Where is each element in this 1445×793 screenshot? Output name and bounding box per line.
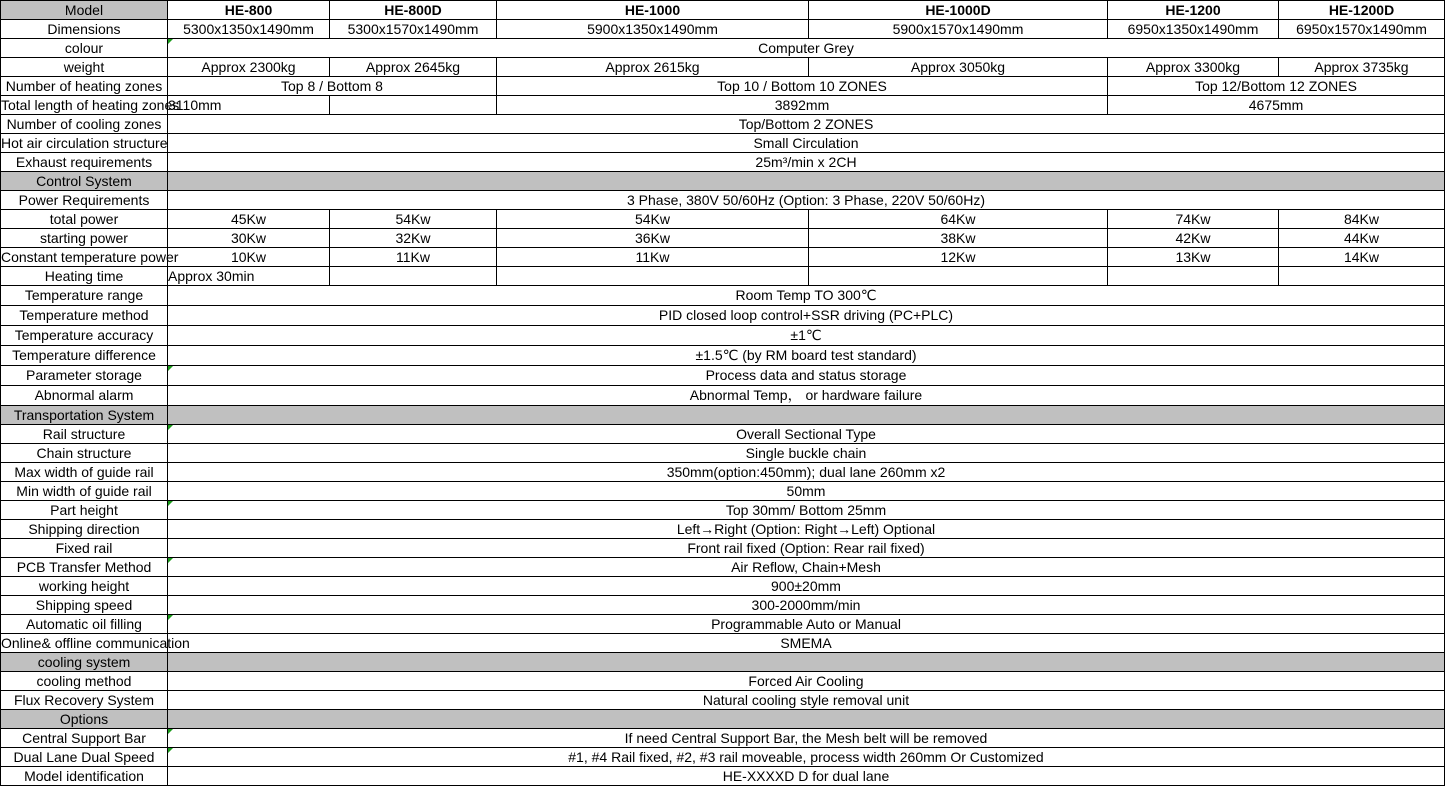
row-label: Power Requirements <box>1 191 168 210</box>
row-heating-time <box>1 267 1445 286</box>
row-min-width <box>1 482 1445 501</box>
cell-value: 14Kw <box>1279 248 1445 267</box>
cell-value: 300-2000mm/min <box>168 596 1445 615</box>
section-fill <box>168 406 1445 425</box>
cell-value: Approx 2645kg <box>330 58 497 77</box>
cell-value: If need Central Support Bar, the Mesh belt will be removed <box>168 729 1445 748</box>
cell-value: Abnormal Temp， or hardware failure <box>168 386 1445 406</box>
cell-empty <box>1279 267 1445 286</box>
row-label: colour <box>1 39 168 58</box>
section-transportation-system <box>1 406 1445 425</box>
cell-value: #1, #4 Rail fixed, #2, #3 rail moveable, process width 260mm Or Customized <box>168 748 1445 767</box>
row-label: Temperature accuracy <box>1 326 168 346</box>
cell-empty <box>497 267 809 286</box>
cell-value: Air Reflow, Chain+Mesh <box>168 558 1445 577</box>
cell-value: Top 8 / Bottom 8 <box>168 77 497 96</box>
cell-value: 54Kw <box>497 210 809 229</box>
cell-value: 10Kw <box>168 248 330 267</box>
cell-value: Top 30mm/ Bottom 25mm <box>168 501 1445 520</box>
row-label: Number of heating zones <box>1 77 168 96</box>
row-label: Exhaust requirements <box>1 153 168 172</box>
row-label: Max width of guide rail <box>1 463 168 482</box>
cell-value: Forced Air Cooling <box>168 672 1445 691</box>
section-fill <box>168 710 1445 729</box>
cell-value: Top 10 / Bottom 10 ZONES <box>497 77 1108 96</box>
cell-value: 13Kw <box>1108 248 1279 267</box>
model-header-he-1200: HE-1200 <box>1108 1 1279 20</box>
cell-value: SMEMA <box>168 634 1445 653</box>
cell-empty <box>330 96 497 115</box>
cell-value: Top/Bottom 2 ZONES <box>168 115 1445 134</box>
row-rail-structure <box>1 425 1445 444</box>
cell-value: 5300x1570x1490mm <box>330 20 497 39</box>
row-label: Constant temperature power <box>1 248 179 265</box>
row-label: weight <box>1 58 168 77</box>
row-label: Flux Recovery System <box>1 691 168 710</box>
cell-empty <box>330 267 497 286</box>
row-label: Temperature range <box>1 286 168 306</box>
row-temp-range <box>1 286 1445 306</box>
row-hot-air <box>1 134 1445 153</box>
cell-empty <box>809 267 1108 286</box>
cell-value: 6950x1570x1490mm <box>1279 20 1445 39</box>
model-header-label: Model <box>1 1 168 20</box>
row-temp-method <box>1 306 1445 326</box>
cell-value: 3892mm <box>497 96 1108 115</box>
row-label: Central Support Bar <box>1 729 168 748</box>
row-dimensions <box>1 20 1445 39</box>
cell-value: Approx 30min <box>168 267 330 286</box>
cell-value: Natural cooling style removal unit <box>168 691 1445 710</box>
row-shipping-direction <box>1 520 1445 539</box>
row-label: Model identification <box>1 767 168 786</box>
cell-value: 74Kw <box>1108 210 1279 229</box>
cell-value: 6950x1350x1490mm <box>1108 20 1279 39</box>
row-label: Abnormal alarm <box>1 386 168 406</box>
model-header-he-800d: HE-800D <box>330 1 497 20</box>
row-label: working height <box>1 577 168 596</box>
cell-value: Approx 3050kg <box>809 58 1108 77</box>
cell-value: 44Kw <box>1279 229 1445 248</box>
section-label: Options <box>1 710 168 729</box>
row-cooling-zones <box>1 115 1445 134</box>
section-cooling-system <box>1 653 1445 672</box>
row-heating-zones <box>1 77 1445 96</box>
row-label: Shipping direction <box>1 520 168 539</box>
row-working-height <box>1 577 1445 596</box>
row-label: starting power <box>1 229 168 248</box>
row-label: PCB Transfer Method <box>1 558 168 577</box>
section-fill <box>168 172 1445 191</box>
section-label: Control System <box>1 172 168 191</box>
cell-value: Overall Sectional Type <box>168 425 1445 444</box>
row-label: Rail structure <box>1 425 168 444</box>
row-label: Temperature method <box>1 306 168 326</box>
row-weight <box>1 58 1445 77</box>
cell-value: Left→Right (Option: Right→Left) Optional <box>168 520 1445 539</box>
row-temp-accuracy <box>1 326 1445 346</box>
row-part-height <box>1 501 1445 520</box>
row-label: cooling method <box>1 672 168 691</box>
cell-value: Process data and status storage <box>168 366 1445 386</box>
row-label: Online& offline communication <box>1 634 190 651</box>
row-label: total power <box>1 210 168 229</box>
section-control-system <box>1 172 1445 191</box>
cell-value: ±1℃ <box>168 326 1445 346</box>
cell-value: 350mm(option:450mm); dual lane 260mm x2 <box>168 463 1445 482</box>
cell-value: ±1.5℃ (by RM board test standard) <box>168 346 1445 366</box>
cell-value: 11Kw <box>497 248 809 267</box>
cell-value: 900±20mm <box>168 577 1445 596</box>
cell-value: 32Kw <box>330 229 497 248</box>
section-label: cooling system <box>1 653 168 672</box>
row-label: Chain structure <box>1 444 168 463</box>
row-abnormal-alarm <box>1 386 1445 406</box>
model-header-he-1000d: HE-1000D <box>809 1 1108 20</box>
row-label: Total length of heating zones <box>1 96 180 113</box>
cell-value: 5300x1350x1490mm <box>168 20 330 39</box>
cell-value: 30Kw <box>168 229 330 248</box>
row-cooling-method <box>1 672 1445 691</box>
cell-value: Top 12/Bottom 12 ZONES <box>1108 77 1445 96</box>
row-constant-power <box>1 248 1445 267</box>
cell-value: 11Kw <box>330 248 497 267</box>
cell-value: Approx 2300kg <box>168 58 330 77</box>
row-label: Temperature difference <box>1 346 168 366</box>
model-header-he-1000: HE-1000 <box>497 1 809 20</box>
row-label: Parameter storage <box>1 366 168 386</box>
cell-value: Single buckle chain <box>168 444 1445 463</box>
cell-value: 12Kw <box>809 248 1108 267</box>
row-colour <box>1 39 1445 58</box>
cell-value: Approx 3735kg <box>1279 58 1445 77</box>
row-fixed-rail <box>1 539 1445 558</box>
header-row <box>1 1 1445 20</box>
model-header-he-1200d: HE-1200D <box>1279 1 1445 20</box>
cell-value: 5900x1570x1490mm <box>809 20 1108 39</box>
row-starting-power <box>1 229 1445 248</box>
row-heating-length <box>1 96 1445 115</box>
cell-value: 84Kw <box>1279 210 1445 229</box>
row-label: Min width of guide rail <box>1 482 168 501</box>
section-label: Transportation System <box>1 406 168 425</box>
cell-value: Small Circulation <box>168 134 1445 153</box>
cell-value: 4675mm <box>1108 96 1445 115</box>
row-oil-filling <box>1 615 1445 634</box>
row-max-width <box>1 463 1445 482</box>
cell-value: 54Kw <box>330 210 497 229</box>
cell-value: 38Kw <box>809 229 1108 248</box>
cell-value: 64Kw <box>809 210 1108 229</box>
cell-value: HE-XXXXD D for dual lane <box>168 767 1445 786</box>
cell-value: 3110mm <box>168 96 330 115</box>
row-label: Shipping speed <box>1 596 168 615</box>
row-label: Number of cooling zones <box>1 115 168 134</box>
row-dual-lane <box>1 748 1445 767</box>
row-label: Automatic oil filling <box>1 615 168 634</box>
cell-value: 36Kw <box>497 229 809 248</box>
cell-value: 42Kw <box>1108 229 1279 248</box>
row-param-storage <box>1 366 1445 386</box>
row-label: Dual Lane Dual Speed <box>1 748 168 767</box>
row-label: Hot air circulation structure <box>1 134 168 151</box>
cell-empty <box>1108 267 1279 286</box>
cell-value: 45Kw <box>168 210 330 229</box>
row-temp-difference <box>1 346 1445 366</box>
row-power-requirements <box>1 191 1445 210</box>
row-label: Heating time <box>1 267 168 286</box>
cell-value: Room Temp TO 300℃ <box>168 286 1445 306</box>
cell-value: Approx 3300kg <box>1108 58 1279 77</box>
cell-value: Computer Grey <box>168 39 1445 58</box>
cell-value: Front rail fixed (Option: Rear rail fixed) <box>168 539 1445 558</box>
row-exhaust <box>1 153 1445 172</box>
row-label: Fixed rail <box>1 539 168 558</box>
model-header-he-800: HE-800 <box>168 1 330 20</box>
cell-value: 3 Phase, 380V 50/60Hz (Option: 3 Phase, 220V 50/60Hz) <box>168 191 1445 210</box>
row-model-id <box>1 767 1445 786</box>
cell-value: 25m³/min x 2CH <box>168 153 1445 172</box>
row-shipping-speed <box>1 596 1445 615</box>
section-fill <box>168 653 1445 672</box>
row-label: Part height <box>1 501 168 520</box>
row-chain-structure <box>1 444 1445 463</box>
cell-value: 5900x1350x1490mm <box>497 20 809 39</box>
row-total-power <box>1 210 1445 229</box>
row-flux-recovery <box>1 691 1445 710</box>
cell-value: Approx 2615kg <box>497 58 809 77</box>
row-label: Dimensions <box>1 20 168 39</box>
cell-value: PID closed loop control+SSR driving (PC+PLC) <box>168 306 1445 326</box>
cell-value: 50mm <box>168 482 1445 501</box>
row-pcb-transfer <box>1 558 1445 577</box>
row-support-bar <box>1 729 1445 748</box>
section-options <box>1 710 1445 729</box>
row-communication <box>1 634 1445 653</box>
cell-value: Programmable Auto or Manual <box>168 615 1445 634</box>
